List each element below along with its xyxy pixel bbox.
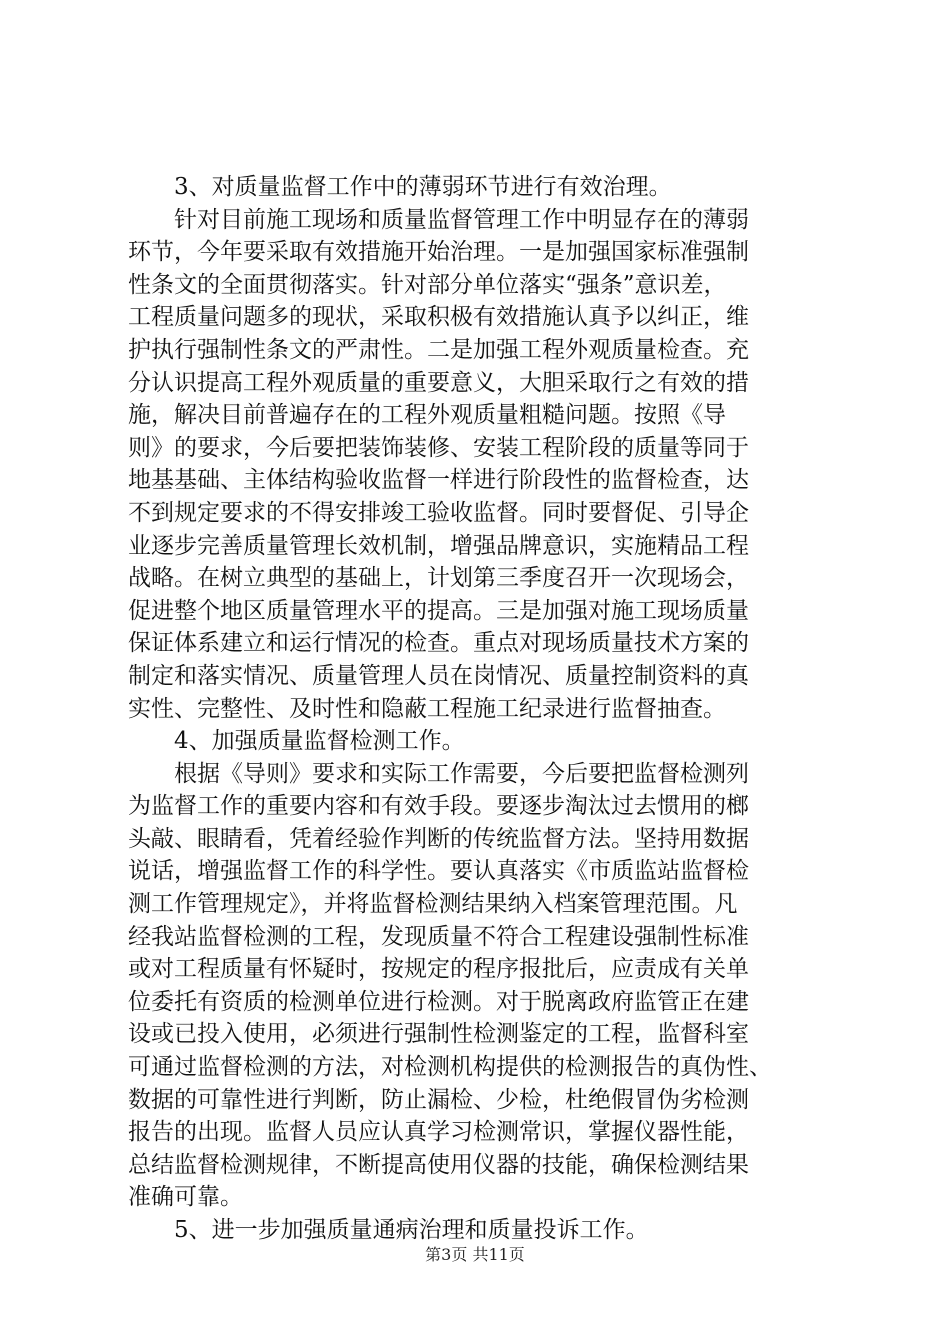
text-line: 根据《导则》要求和实际工作需要，今后要把监督检测列 <box>174 760 749 787</box>
document-body <box>128 171 833 1247</box>
text-line: 不到规定要求的不得安排竣工验收监督。同时要督促、引导企 <box>128 499 749 526</box>
text-line: 头敲、眼睛看，凭着经验作判断的传统监督方法。坚持用数据 <box>128 825 749 852</box>
text-line: 分认识提高工程外观质量的重要意义，大胆采取行之有效的措 <box>128 369 749 396</box>
text-line: 经我站监督检测的工程，发现质量不符合工程建设强制性标准 <box>128 923 749 950</box>
text-line: 数据的可靠性进行判断，防止漏检、少检，杜绝假冒伪劣检测 <box>128 1086 749 1113</box>
text-line: 位委托有资质的检测单位进行检测。对于脱离政府监管正在建 <box>128 988 749 1015</box>
text-line: 说话，增强监督工作的科学性。要认真落实《市质监站监督检 <box>128 858 749 885</box>
text-line: 或对工程质量有怀疑时，按规定的程序报批后，应责成有关单 <box>128 956 749 983</box>
text-line: 性条文的全面贯彻落实。针对部分单位落实“强条”意识差， <box>128 271 727 298</box>
text-line: 可通过监督检测的方法，对检测机构提供的检测报告的真伪性、 <box>128 1054 772 1081</box>
text-line: 为监督工作的重要内容和有效手段。要逐步淘汰过去惯用的榔 <box>128 793 749 820</box>
text-line: 环节，今年要采取有效措施开始治理。一是加强国家标准强制 <box>128 239 749 266</box>
text-line: 工程质量问题多的现状，采取积极有效措施认真予以纠正，维 <box>128 304 749 331</box>
text-line: 测工作管理规定》，并将监督检测结果纳入档案管理范围。凡 <box>128 891 738 918</box>
text-line: 实性、完整性、及时性和隐蔽工程施工纪录进行监督抽查。 <box>128 695 726 722</box>
text-line: 战略。在树立典型的基础上，计划第三季度召开一次现场会， <box>128 565 749 592</box>
text-line: 4、加强质量监督检测工作。 <box>174 728 465 755</box>
text-line: 促进整个地区质量管理水平的提高。三是加强对施工现场质量 <box>128 597 749 624</box>
text-line: 地基基础、主体结构验收监督一样进行阶段性的监督检查，达 <box>128 467 749 494</box>
text-line: 针对目前施工现场和质量监督管理工作中明显存在的薄弱 <box>174 206 749 233</box>
text-line: 3、对质量监督工作中的薄弱环节进行有效治理。 <box>174 174 672 200</box>
text-line: 护执行强制性条文的严肃性。二是加强工程外观质量检查。充 <box>128 336 749 363</box>
text-line: 制定和落实情况、质量管理人员在岗情况、质量控制资料的真 <box>128 662 749 689</box>
text-line: 则》的要求，今后要把装饰装修、安装工程阶段的质量等同于 <box>128 434 749 461</box>
text-line: 准确可靠。 <box>128 1184 243 1211</box>
text-line: 设或已投入使用，必须进行强制性检测鉴定的工程，监督科室 <box>128 1021 749 1048</box>
text-line: 5、进一步加强质量通病治理和质量投诉工作。 <box>174 1217 649 1243</box>
text-line: 保证体系建立和运行情况的检查。重点对现场质量技术方案的 <box>128 630 749 657</box>
text-line: 总结监督检测规律，不断提高使用仪器的技能，确保检测结果 <box>128 1151 749 1178</box>
page-footer: 第3页 共11页 <box>425 1245 525 1264</box>
text-line: 施，解决目前普遍存在的工程外观质量粗糙问题。按照《导 <box>128 402 726 429</box>
text-line: 报告的出现。监督人员应认真学习检测常识，掌握仪器性能， <box>128 1119 749 1146</box>
text-line: 业逐步完善质量管理长效机制，增强品牌意识，实施精品工程 <box>128 532 749 559</box>
